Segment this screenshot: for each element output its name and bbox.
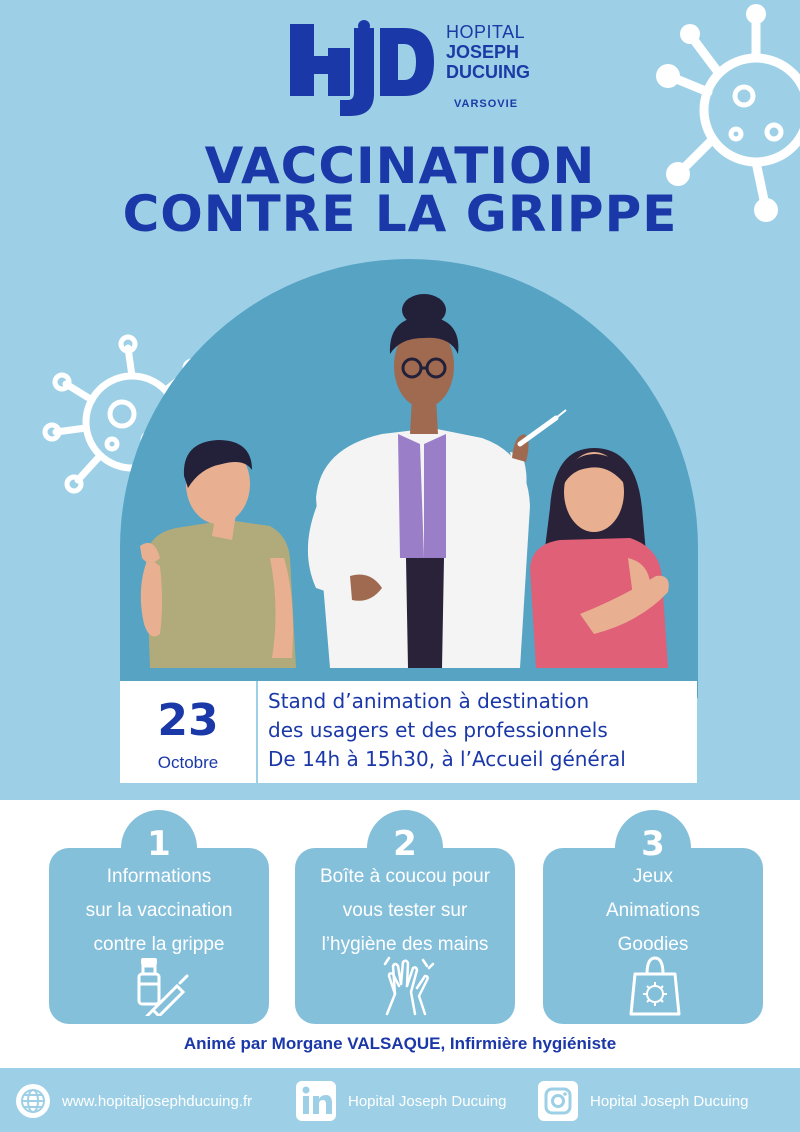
- event-description: [268, 687, 626, 774]
- event-info-box: [120, 681, 697, 783]
- website-link[interactable]: [16, 1084, 252, 1118]
- event-month: Octobre: [157, 753, 219, 772]
- activity-card-1: [49, 824, 269, 1024]
- instagram-link[interactable]: [538, 1084, 748, 1118]
- event-divider: [256, 681, 258, 783]
- gift-bag-icon: [627, 954, 683, 1016]
- activity-number: 1: [121, 810, 197, 886]
- website-text[interactable]: www.hopitaljosephducuing.fr: [62, 1092, 253, 1110]
- activity-number: 3: [615, 810, 691, 886]
- event-line: des usagers et des professionnels: [268, 718, 608, 742]
- logo-line-varsovie: VARSOVIE: [454, 98, 519, 110]
- activity-line: Goodies: [617, 934, 689, 955]
- hjd-logo-icon: [288, 18, 436, 118]
- linkedin-text[interactable]: Hopital Joseph Ducuing: [348, 1092, 507, 1110]
- event-day: 23: [157, 695, 219, 746]
- globe-icon: [16, 1084, 50, 1118]
- activity-text: [49, 860, 269, 962]
- activity-line: Boîte à coucou pour: [319, 866, 491, 887]
- event-line: De 14h à 15h30, à l’Accueil général: [268, 747, 626, 771]
- logo-line-ducuing: DUCUING: [446, 62, 530, 82]
- instagram-icon: [538, 1081, 578, 1121]
- title-line-1: VACCINATION: [204, 137, 596, 195]
- title-line-2: CONTRE LA GRIPPE: [122, 185, 678, 243]
- activity-card-3: [543, 824, 763, 1024]
- activity-text: [295, 860, 515, 962]
- activity-text: [543, 860, 763, 962]
- linkedin-link[interactable]: [296, 1084, 506, 1118]
- credit-line: Animé par Morgane VALSAQUE, Infirmière hygiéniste: [183, 1034, 617, 1053]
- activity-line: sur la vaccination: [85, 900, 233, 921]
- logo-line-joseph: JOSEPH: [446, 42, 520, 62]
- activity-line: contre la grippe: [93, 934, 225, 955]
- vaccine-icon: [133, 954, 189, 1016]
- instagram-text[interactable]: Hopital Joseph Ducuing: [590, 1092, 749, 1110]
- hands-icon: [379, 954, 435, 1016]
- activity-number: 2: [367, 810, 443, 886]
- activity-line: Informations: [106, 866, 212, 887]
- logo-line-hopital: HOPITAL: [446, 22, 526, 42]
- activity-line: vous tester sur: [342, 900, 468, 921]
- logo-text: [446, 22, 530, 114]
- activity-line: Jeux: [632, 866, 674, 887]
- vaccination-illustration: [120, 258, 698, 698]
- activity-line: Animations: [606, 900, 700, 921]
- activity-line: l’hygiène des mains: [321, 934, 489, 955]
- linkedin-icon: [296, 1081, 336, 1121]
- event-line: Stand d’animation à destination: [268, 689, 590, 713]
- activity-card-2: [295, 824, 515, 1024]
- footer: [0, 1068, 800, 1132]
